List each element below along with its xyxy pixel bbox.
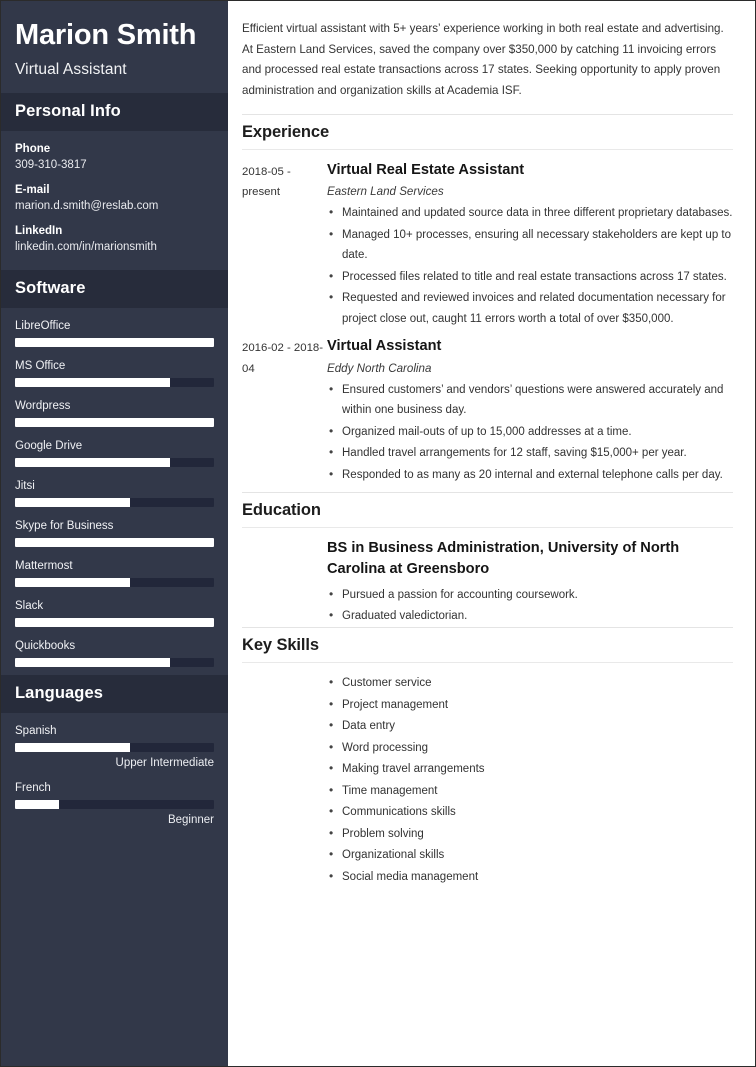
candidate-name: Marion Smith	[15, 19, 197, 51]
education-entries	[242, 538, 733, 626]
experience-bullet: • Maintained and updated source data in three different proprietary databases.	[327, 203, 733, 223]
education-bullet: • Pursued a passion for accounting coursework.	[327, 585, 733, 605]
professional-summary: Efficient virtual assistant with 5+ years’ experience working in both real estate and advertising. At Eastern Land Services, saved the company over $350,000 by catching 11 invoicing errors and processed real estate transactions across 17 states. Seeking opportunity to apply proven administration and organization skills at Academia ISF.	[242, 22, 724, 97]
main-column	[228, 1, 755, 1066]
key-skill-item: • Customer service	[327, 673, 733, 693]
sidebar	[1, 1, 228, 1066]
candidate-job-title: Virtual Assistant	[15, 60, 127, 78]
contact-label: Phone	[15, 142, 51, 155]
key-skill-item: • Social media management	[327, 867, 733, 887]
contact-item	[15, 225, 214, 253]
skill-level-fill	[15, 618, 214, 627]
language-item	[15, 725, 214, 769]
skill-level-bar	[15, 618, 214, 627]
language-item	[15, 782, 214, 826]
software-skill-item	[15, 560, 214, 587]
key-skill-item: • Time management	[327, 781, 733, 801]
experience-entry	[242, 336, 733, 486]
sidebar-heading-personal-info: Personal Info	[1, 93, 228, 131]
software-skill-item	[15, 400, 214, 427]
key-skill-item: • Making travel arrangements	[327, 759, 733, 779]
experience-entry-body	[327, 160, 733, 331]
experience-date: 2016-02 - 2018-04	[242, 342, 324, 375]
key-skill-item: • Project management	[327, 695, 733, 715]
education-degree: BS in Business Administration, University of North Carolina at Greensboro	[327, 540, 680, 577]
contact-item	[15, 184, 214, 212]
language-level-text: Upper Intermediate	[115, 756, 214, 769]
language-level-text: Beginner	[167, 813, 214, 826]
skill-level-bar	[15, 743, 214, 752]
software-skill-label: Slack	[15, 599, 44, 612]
skill-level-fill	[15, 800, 59, 809]
contact-value[interactable]: marion.d.smith@reslab.com	[15, 199, 159, 212]
contact-label: LinkedIn	[15, 224, 63, 237]
skill-level-bar	[15, 458, 214, 467]
software-skill-list	[1, 308, 228, 675]
experience-bullet: • Ensured customers’ and vendors’ questions were answered accurately and within one business day.	[327, 380, 733, 421]
experience-bullet: • Responded to as many as 20 internal and external telephone calls per day.	[327, 465, 733, 485]
skill-level-fill	[15, 378, 170, 387]
contact-label: E-mail	[15, 183, 50, 196]
contact-item	[15, 143, 214, 171]
software-skill-item	[15, 600, 214, 627]
contact-value[interactable]: linkedin.com/in/marionsmith	[15, 240, 157, 253]
skill-level-bar	[15, 538, 214, 547]
skill-level-fill	[15, 338, 214, 347]
skill-level-fill	[15, 538, 214, 547]
software-skill-item	[15, 640, 214, 667]
software-skill-item	[15, 520, 214, 547]
section-heading-experience: Experience	[242, 114, 733, 150]
education-entry	[242, 538, 733, 626]
key-skills-list	[242, 673, 733, 898]
name-block	[1, 1, 228, 93]
skill-level-bar	[15, 338, 214, 347]
experience-entry-body	[327, 336, 733, 486]
experience-organization: Eddy North Carolina	[327, 361, 432, 375]
contact-value[interactable]: 309-310-3817	[15, 158, 87, 171]
skill-level-bar	[15, 418, 214, 427]
skill-level-bar	[15, 378, 214, 387]
software-skill-item	[15, 440, 214, 467]
software-skill-label: Quickbooks	[15, 639, 76, 652]
software-skill-label: MS Office	[15, 359, 66, 372]
experience-bullets	[327, 380, 733, 485]
sidebar-heading-software: Software	[1, 270, 228, 308]
sidebar-heading-languages: Languages	[1, 675, 228, 713]
skill-level-fill	[15, 498, 130, 507]
key-skill-item: • Organizational skills	[327, 845, 733, 865]
experience-date: 2018-05 - present	[242, 165, 291, 199]
software-skill-label: Mattermost	[15, 559, 73, 572]
experience-entry	[242, 160, 733, 331]
software-skill-item	[15, 360, 214, 387]
experience-entries	[242, 160, 733, 487]
experience-bullets	[327, 203, 733, 329]
skill-level-fill	[15, 418, 214, 427]
experience-job-title: Virtual Real Estate Assistant	[327, 161, 525, 178]
software-skill-label: LibreOffice	[15, 319, 71, 332]
language-label: French	[15, 781, 51, 794]
experience-bullet: • Processed files related to title and real estate transactions across 17 states.	[327, 267, 733, 287]
section-heading-education: Education	[242, 492, 733, 528]
key-skill-item: • Communications skills	[327, 802, 733, 822]
skill-level-fill	[15, 578, 130, 587]
language-list	[1, 713, 228, 834]
key-skill-item: • Data entry	[327, 716, 733, 736]
experience-organization: Eastern Land Services	[327, 185, 444, 199]
key-skill-item: • Word processing	[327, 738, 733, 758]
software-skill-item	[15, 320, 214, 347]
experience-bullet: • Requested and reviewed invoices and related documentation necessary for project close out, caught 11 errors worth a total of over $350,000.	[327, 288, 733, 329]
skill-level-bar	[15, 578, 214, 587]
education-bullet: • Graduated valedictorian.	[327, 606, 733, 626]
skill-level-fill	[15, 658, 170, 667]
experience-bullet: • Handled travel arrangements for 12 staff, saving $15,000+ per year.	[327, 443, 733, 463]
key-skill-item: • Problem solving	[327, 824, 733, 844]
experience-job-title: Virtual Assistant	[327, 338, 442, 355]
skill-level-bar	[15, 658, 214, 667]
software-skill-label: Skype for Business	[15, 519, 114, 532]
skill-level-fill	[15, 458, 170, 467]
software-skill-label: Jitsi	[15, 479, 35, 492]
skill-level-bar	[15, 800, 214, 809]
experience-bullet: • Managed 10+ processes, ensuring all necessary stakeholders are kept up to date.	[327, 225, 733, 266]
section-heading-key-skills: Key Skills	[242, 627, 733, 663]
software-skill-label: Google Drive	[15, 439, 83, 452]
skill-level-bar	[15, 498, 214, 507]
software-skill-label: Wordpress	[15, 399, 71, 412]
education-bullets	[327, 585, 733, 627]
software-skill-item	[15, 480, 214, 507]
personal-info-list	[1, 131, 228, 270]
language-label: Spanish	[15, 724, 57, 737]
experience-bullet: • Organized mail-outs of up to 15,000 addresses at a time.	[327, 422, 733, 442]
skill-level-fill	[15, 743, 130, 752]
